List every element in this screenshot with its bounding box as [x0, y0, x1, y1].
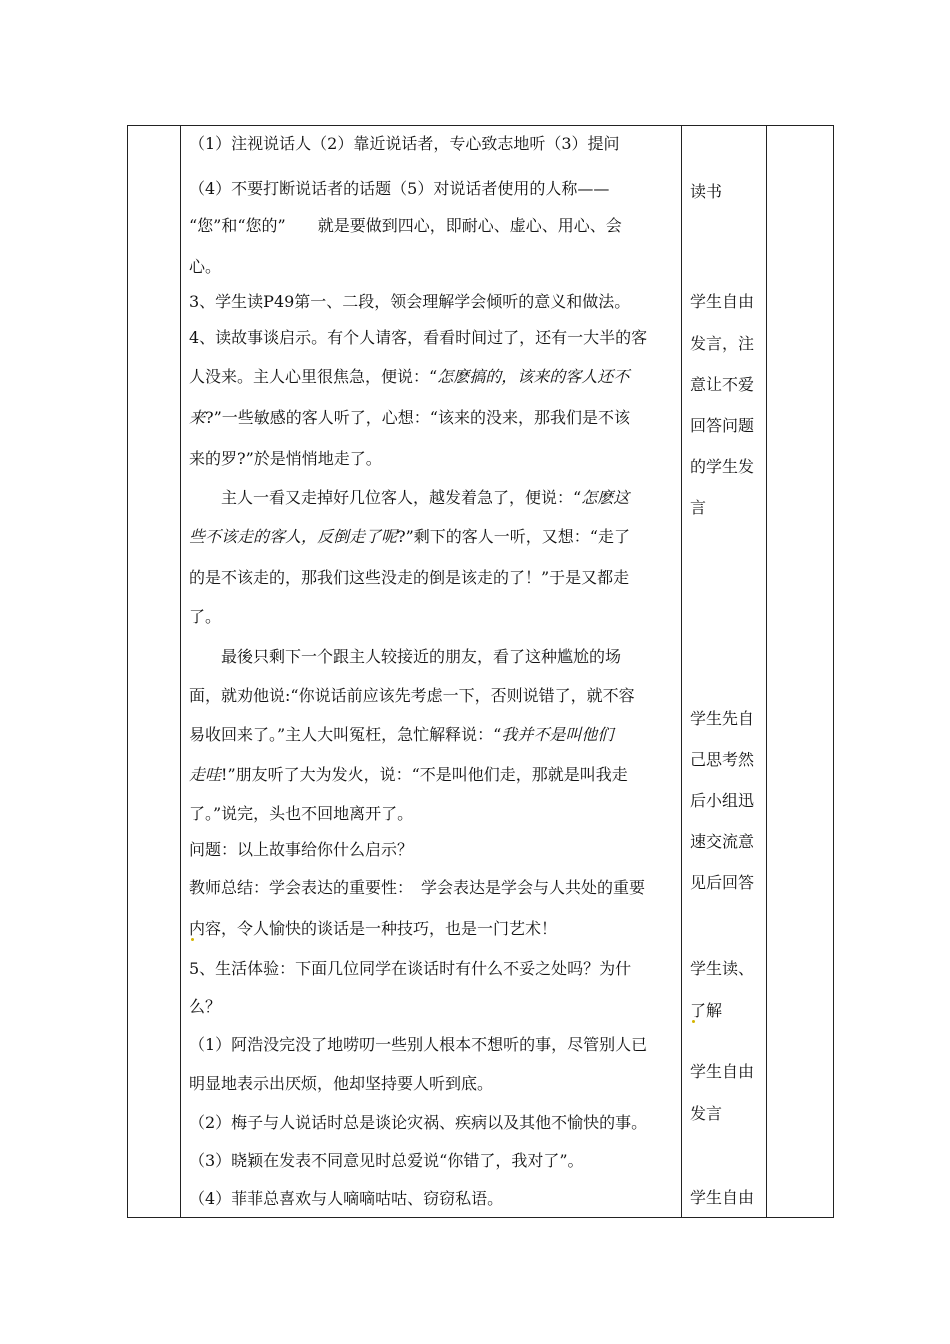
content-line: 最後只剩下一个跟主人较接近的朋友，看了这种尴尬的场	[189, 647, 622, 666]
activity-line: 学生先自	[690, 709, 755, 728]
activity-line: 己思考然	[690, 750, 755, 769]
content-line: （4）不要打断说话者的话题（5）对说话者使用的人称——	[189, 179, 610, 198]
content-line: 走哇!”朋友听了大为发火，说：“不是叫他们走，那就是叫我走	[189, 765, 628, 784]
content-line: 么？	[189, 997, 222, 1016]
content-line: （4）菲菲总喜欢与人嘀嘀咕咕、窃窃私语。	[189, 1189, 504, 1208]
italic-quote: 走哇	[189, 765, 222, 784]
activity-line: 后小组迅	[690, 791, 755, 810]
activity-line: 见后回答	[690, 873, 755, 892]
content-line: （3）晓颖在发表不同意见时总爱说“你错了，我对了”。	[189, 1151, 584, 1170]
column-divider-1	[180, 126, 181, 1217]
content-line: 问题：以上故事给你什么启示？	[189, 840, 414, 859]
activity-line: 读书	[690, 182, 723, 201]
content-line: 面，就劝他说:“你说话前应该先考虑一下，否则说错了，就不容	[189, 686, 635, 705]
content-line: （1）注视说话人（2）靠近说话者，专心致志地听（3）提问	[189, 134, 620, 153]
content-line: 来?”一些敏感的客人听了，心想：“该来的没来，那我们是不该	[189, 408, 630, 427]
activity-line: 发言	[690, 1104, 723, 1123]
italic-quote: 些不该走的客人，反倒走了呢	[189, 527, 398, 546]
activity-line: 学生自由	[690, 292, 755, 311]
activity-line: 的学生发	[690, 457, 755, 476]
content-line: （2）梅子与人说话时总是谈论灾祸、疾病以及其他不愉快的事。	[189, 1113, 648, 1132]
italic-quote: 怎麽搞的，该来的客人还不	[437, 367, 630, 386]
italic-quote: 来	[189, 408, 206, 427]
activity-line: 了解	[690, 1001, 723, 1020]
column-divider-3	[766, 126, 767, 1217]
content-line: （1）阿浩没完没了地唠叨一些别人根本不想听的事，尽管别人已	[189, 1035, 648, 1054]
content-line: 教师总结：学会表达的重要性： 学会表达是学会与人共处的重要	[189, 878, 646, 897]
activity-line: 意让不爱	[690, 375, 755, 394]
column-divider-2	[681, 126, 682, 1217]
content-line: 心。	[189, 257, 222, 276]
content-line: 4、读故事谈启示。有个人请客，看看时间过了，还有一大半的客	[189, 328, 648, 347]
italic-quote: 我并不是叫他们	[501, 725, 614, 744]
content-line: 了。”说完，头也不回地离开了。	[189, 804, 414, 823]
content-line: 明显地表示出厌烦，他却坚持要人听到底。	[189, 1074, 494, 1093]
content-line: 5、生活体验：下面几位同学在谈话时有什么不妥之处吗？为什	[189, 959, 632, 978]
content-line: 3、学生读P49第一、二段，领会理解学会倾听的意义和做法。	[189, 292, 631, 311]
activity-line: 言	[690, 498, 707, 517]
activity-line: 学生自由	[690, 1062, 755, 1081]
activity-line: 发言，注	[690, 334, 755, 353]
content-line: 人没来。主人心里很焦急，便说：“怎麽搞的，该来的客人还不	[189, 367, 630, 386]
content-line: 内容，令人愉快的谈话是一种技巧，也是一门艺术！	[189, 919, 558, 938]
content-line: 易收回来了。”主人大叫冤枉，急忙解释说：“我并不是叫他们	[189, 725, 614, 744]
activity-line: 回答问题	[690, 416, 755, 435]
content-line: 了。	[189, 607, 222, 626]
activity-line: 学生读、	[690, 959, 755, 978]
content-line: 主人一看又走掉好几位客人，越发着急了，便说：“怎麽这	[189, 488, 630, 507]
content-line: 来的罗?”於是悄悄地走了。	[189, 449, 382, 468]
lesson-table	[127, 125, 834, 1218]
content-line: 的是不该走的，那我们这些没走的倒是该走的了！”于是又都走	[189, 568, 630, 587]
italic-quote: 怎麽这	[581, 488, 630, 507]
content-line: “您”和“您的” 就是要做到四心，即耐心、虚心、用心、会	[189, 216, 622, 235]
activity-line: 学生自由	[690, 1188, 755, 1207]
content-line: 些不该走的客人，反倒走了呢?”剩下的客人一听，又想：“走了	[189, 527, 630, 546]
activity-line: 速交流意	[690, 832, 755, 851]
